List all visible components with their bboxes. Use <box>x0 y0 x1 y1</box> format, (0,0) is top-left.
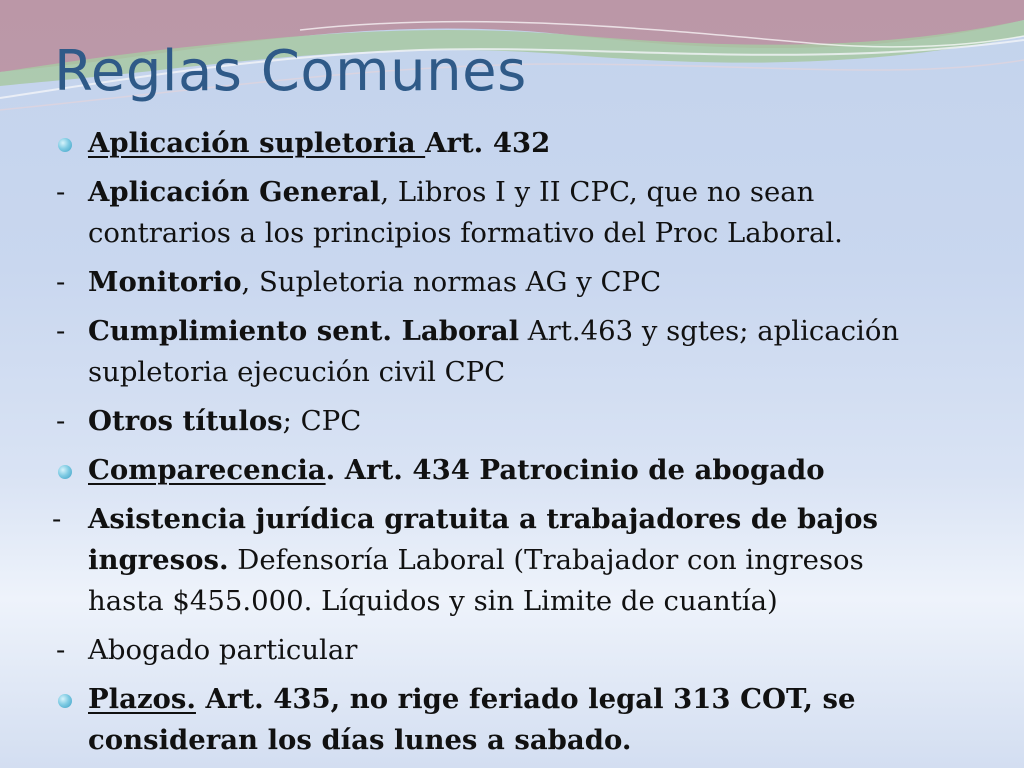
list-item: - Abogado particular <box>56 634 358 666</box>
list-item-continuation: consideran los días lunes a sabado. <box>88 724 632 756</box>
slide-title: Reglas Comunes <box>54 39 527 104</box>
list-item-continuation: contrarios a los principios formativo del Proc Laboral. <box>88 217 843 249</box>
list-item: Comparecencia. Art. 434 Patrocinio de abogado <box>56 450 996 491</box>
list-item-continuation: ingresos. Defensoría Laboral (Trabajador con ingresos <box>88 544 864 576</box>
list-item: - Aplicación General, Libros I y II CPC, que no sean <box>56 176 815 208</box>
list-item: - Cumplimiento sent. Laboral Art.463 y sgtes; aplicación <box>56 315 900 347</box>
bullet-icon <box>58 465 72 479</box>
slide-body <box>52 123 996 761</box>
list-item: - Monitorio, Supletoria normas AG y CPC <box>56 266 662 298</box>
bullet-icon <box>58 694 72 708</box>
list-item: - Otros títulos; CPC <box>56 405 362 437</box>
list-item: - Asistencia jurídica gratuita a trabajadores de bajos <box>52 503 878 535</box>
bullet-icon <box>58 138 72 152</box>
list-item: Plazos. Art. 435, no rige feriado legal 313 COT, se <box>56 679 996 720</box>
list-item-continuation: hasta $455.000. Líquidos y sin Limite de cuantía) <box>88 585 778 617</box>
list-item: Aplicación supletoria Art. 432 <box>56 123 996 164</box>
list-item-continuation: supletoria ejecución civil CPC <box>88 356 506 388</box>
